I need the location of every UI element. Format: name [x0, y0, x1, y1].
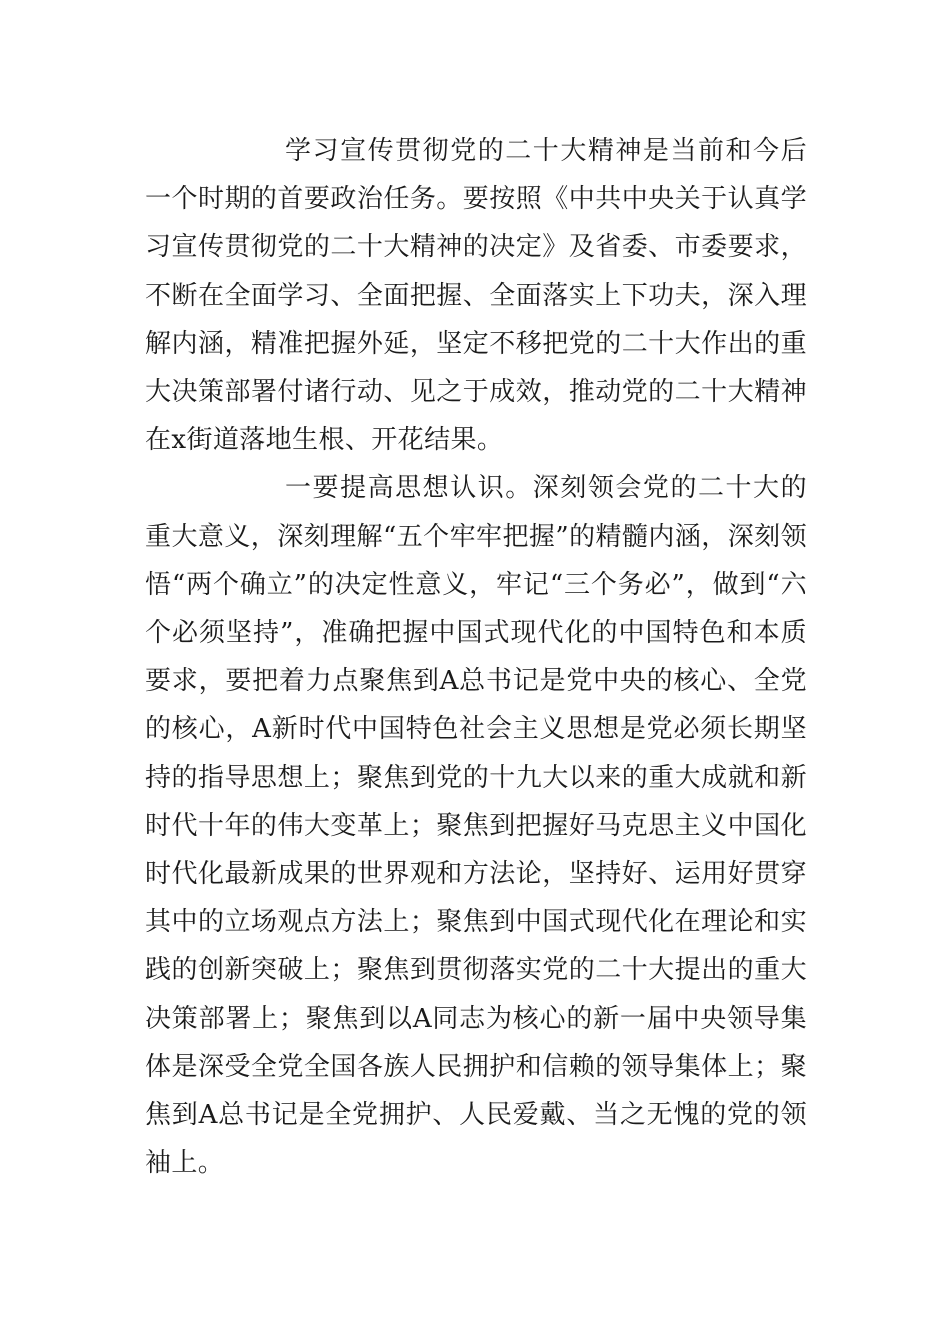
paragraph-thought-awareness: 一要提高思想认识。深刻领会党的二十大的重大意义，深刻理解“五个牢牢把握”的精髓内涵，深刻领悟“两个确立”的决定性意义，牢记“三个务必”，做到“六个必须坚持”，准确把握中国式现代化的中国特色和本质要求，要把着力点聚焦到A总书记是党中央的核心、全党的核心，A新时代中国特色社会主义思想是党必须长期坚持的指导思想上；聚焦到党的十九大以来的重大成就和新时代十年的伟大变革上；聚焦到把握好马克思主义中国化时代化最新成果的世界观和方法论，坚持好、运用好贯穿其中的立场观点方法上；聚焦到中国式现代化在理论和实践的创新突破上；聚焦到贯彻落实党的二十大提出的重大决策部署上；聚焦到以A同志为核心的新一届中央领导集体是深受全党全国各族人民拥护和信赖的领导集体上；聚焦到A总书记是全党拥护、人民爱戴、当之无愧的党的领袖上。 [145, 473, 807, 1179]
document-body [145, 127, 807, 1187]
paragraph-intro: 学习宣传贯彻党的二十大精神是当前和今后一个时期的首要政治任务。要按照《中共中央关于认真学习宣传贯彻党的二十大精神的决定》及省委、市委要求，不断在全面学习、全面把握、全面落实上下功夫，深入理解内涵，精准把握外延，坚定不移把党的二十大作出的重大决策部署付诸行动、见之于成效，推动党的二十大精神在x街道落地生根、开花结果。 [145, 136, 807, 456]
